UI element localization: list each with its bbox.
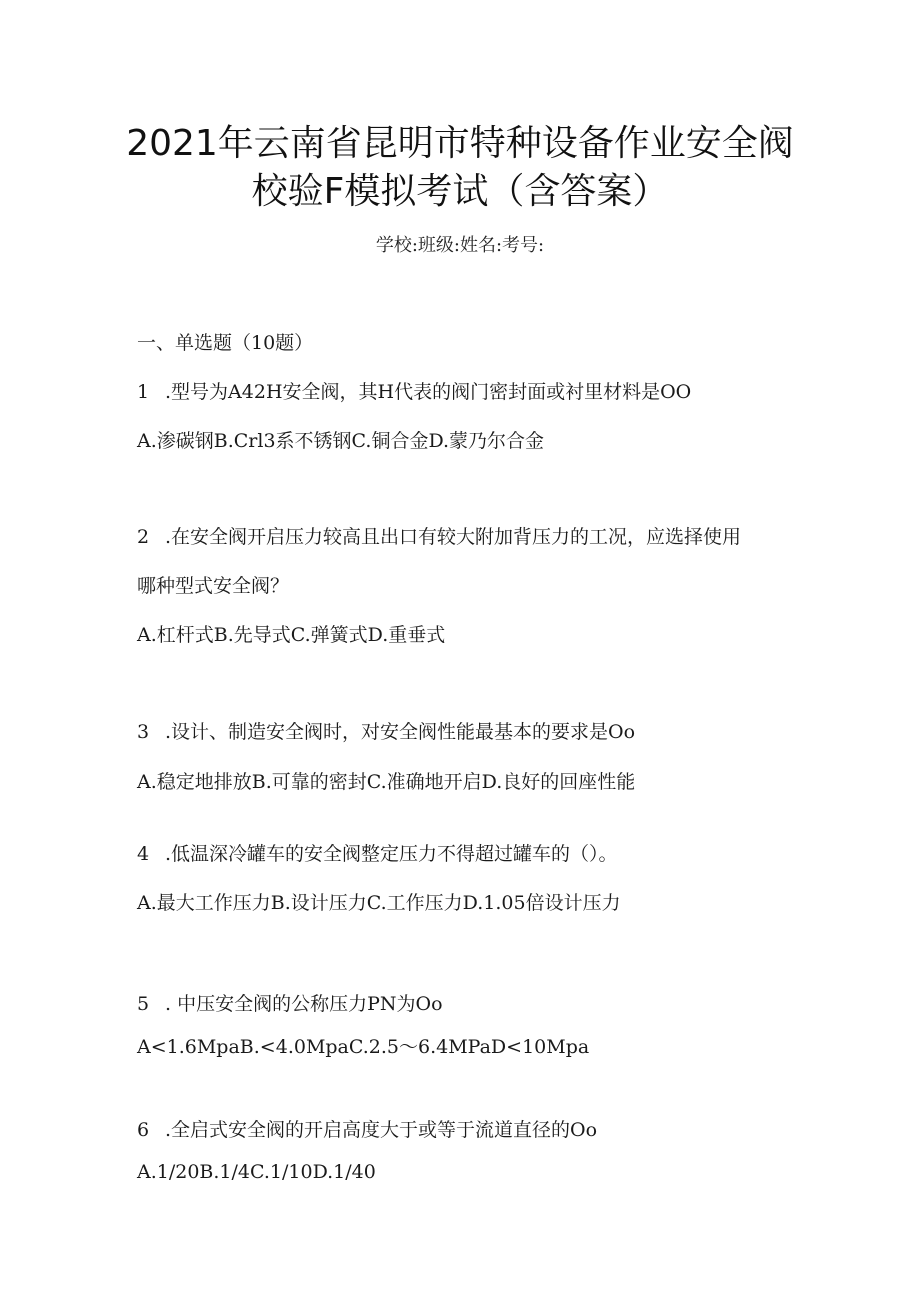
question-number: 4	[137, 843, 150, 865]
question-1-options: A.渗碳钢B.Crl3系不锈钢C.铜合金D.蒙乃尔合金	[137, 430, 545, 452]
document-title-line-2: 校验F模拟考试（含答案）	[251, 171, 669, 212]
section-heading: 一、单选题（10题）	[137, 332, 314, 354]
document-title-line-1: 2021年云南省昆明市特种设备作业安全阀	[126, 123, 794, 164]
question-5-stem	[137, 990, 443, 1018]
question-number: 6	[137, 1119, 150, 1141]
question-2-stem	[137, 523, 741, 551]
question-text: .低温深冷罐车的安全阀整定压力不得超过罐车的（）。	[165, 843, 618, 865]
question-number: 5	[137, 993, 150, 1015]
question-number: 1	[137, 381, 150, 403]
student-info-line: 学校:班级:姓名:考号:	[375, 235, 545, 256]
question-3-stem	[137, 718, 635, 746]
question-4-stem	[137, 840, 618, 868]
question-number: 2	[137, 526, 150, 548]
question-6-options: A.1/20B.1/4C.1/10D.1/40	[137, 1161, 376, 1183]
question-text: .型号为A42H安全阀，其H代表的阀门密封面或衬里材料是OO	[165, 381, 692, 403]
question-text: . 中压安全阀的公称压力PN为Oo	[165, 993, 443, 1015]
question-3-options: A.稳定地排放B.可靠的密封C.准确地开启D.良好的回座性能	[137, 771, 636, 793]
question-2-stem-continued: 哪种型式安全阀？	[137, 575, 290, 597]
question-text: .设计、制造安全阀时，对安全阀性能最基本的要求是Oo	[165, 721, 636, 743]
question-1-stem	[137, 378, 691, 406]
question-text: .全启式安全阀的开启高度大于或等于流道直径的Oo	[165, 1119, 598, 1141]
question-2-options: A.杠杆式B.先导式C.弹簧式D.重垂式	[137, 624, 446, 646]
question-text: .在安全阀开启压力较高且出口有较大附加背压力的工况，应选择使用	[165, 526, 742, 548]
question-5-options: A<1.6MpaB.<4.0MpaC.2.5～6.4MPaD<10Mpa	[137, 1036, 590, 1058]
question-4-options: A.最大工作压力B.设计压力C.工作压力D.1.05倍设计压力	[137, 892, 621, 914]
question-6-stem	[137, 1116, 597, 1144]
question-number: 3	[137, 721, 150, 743]
